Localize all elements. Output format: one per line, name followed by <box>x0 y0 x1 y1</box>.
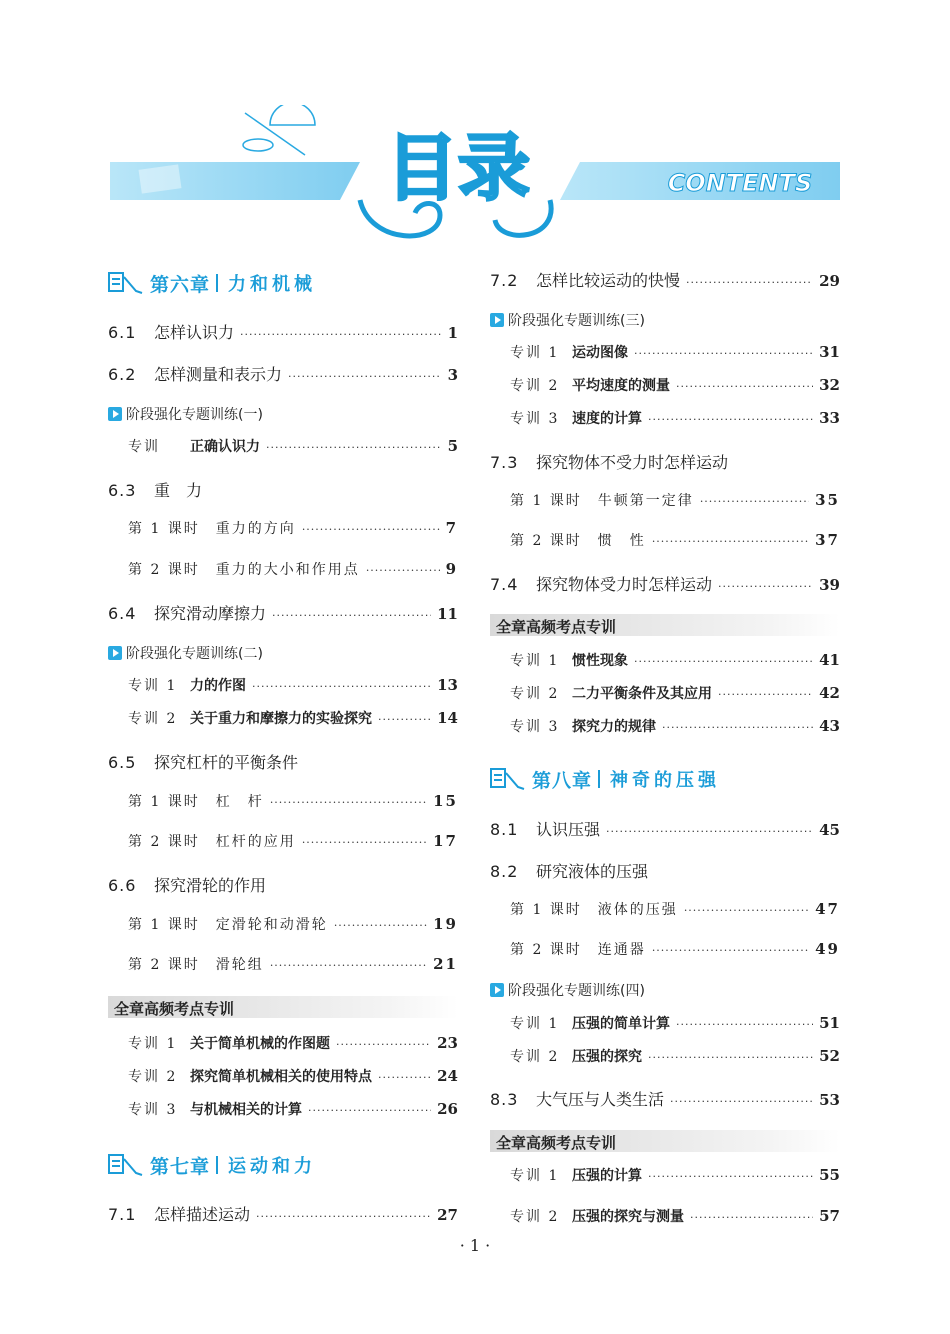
toc-entry[interactable]: 6.1 怎样认识力 ····· 1 <box>108 320 458 343</box>
toc-entry[interactable]: 7.2 怎样比较运动的快慢 ····· 29 <box>490 268 840 291</box>
play-icon <box>490 313 504 327</box>
toc-section[interactable]: 8.2 研究液体的压强 <box>490 862 649 881</box>
book-icon <box>108 271 144 295</box>
book-icon <box>108 1153 144 1177</box>
toc-entry[interactable]: 第 1 课时 液体的压强 ····· 47 <box>490 899 840 919</box>
stage-training-heading: 阶段强化专题训练(一) <box>108 404 458 424</box>
toc-entry[interactable]: 第 1 课时 重力的方向 ····· 7 <box>108 518 458 538</box>
chapter-title: 力和机械 <box>228 274 317 295</box>
chapter-heading <box>108 268 458 298</box>
toc-entry[interactable]: 专训 2 平均速度的测量 ····· 32 <box>490 375 840 395</box>
toc-entry[interactable]: 专训 1 力的作图 ····· 13 <box>108 675 458 695</box>
toc-entry[interactable]: 8.1 认识压强 ····· 45 <box>490 817 840 840</box>
chapter-label: 第七章 <box>150 1155 211 1178</box>
toc-entry[interactable]: 专训 2 压强的探究 ····· 52 <box>490 1046 840 1066</box>
toc-entry[interactable]: 专训 2 压强的探究与测量 ····· 57 <box>490 1206 840 1226</box>
play-icon <box>108 407 122 421</box>
toc-entry[interactable]: 专训 1 压强的简单计算 ····· 51 <box>490 1013 840 1033</box>
chapter-label: 第八章 <box>532 769 593 792</box>
book-icon <box>490 767 526 791</box>
chapter-heading <box>490 764 840 794</box>
chapter-label: 第六章 <box>150 273 211 296</box>
toc-entry[interactable]: 专训 1 压强的计算 ····· 55 <box>490 1165 840 1185</box>
chapter-title: 神奇的压强 <box>610 770 721 791</box>
stage-training-heading: 阶段强化专题训练(四) <box>490 980 840 1000</box>
toc-entry[interactable]: 第 2 课时 杠杆的应用 ····· 17 <box>108 831 458 851</box>
toc-entry[interactable]: 专训 2 关于重力和摩擦力的实验探究 ····· 14 <box>108 708 458 728</box>
chapter-review-heading: 全章高频考点专训 <box>490 1130 840 1152</box>
toc-entry[interactable]: 专训 正确认识力 ····· 5 <box>108 436 458 456</box>
toc-section[interactable]: 6.3 重 力 <box>108 481 203 500</box>
stage-training-heading: 阶段强化专题训练(三) <box>490 310 840 330</box>
play-icon <box>108 646 122 660</box>
page-number: · 1 · <box>459 1236 491 1255</box>
toc-entry[interactable]: 第 2 课时 重力的大小和作用点 ····· 9 <box>108 559 458 579</box>
toc-section[interactable]: 7.3 探究物体不受力时怎样运动 <box>490 453 729 472</box>
toc-entry[interactable]: 第 1 课时 牛顿第一定律 ····· 35 <box>490 490 840 510</box>
toc-entry[interactable]: 专训 2 二力平衡条件及其应用 ····· 42 <box>490 683 840 703</box>
toc-entry[interactable]: 7.4 探究物体受力时怎样运动 ····· 39 <box>490 572 840 595</box>
toc-entry[interactable]: 专训 3 探究力的规律 ····· 43 <box>490 716 840 736</box>
toc-entry[interactable]: 第 1 课时 定滑轮和动滑轮 ····· 19 <box>108 914 458 934</box>
play-icon <box>490 983 504 997</box>
toc-entry[interactable]: 8.3 大气压与人类生活 ····· 53 <box>490 1087 840 1110</box>
contents-subtitle: CONTENTS <box>667 169 813 197</box>
stage-training-heading: 阶段强化专题训练(二) <box>108 643 458 663</box>
toc-entry[interactable]: 7.1 怎样描述运动 ····· 27 <box>108 1202 458 1225</box>
toc-entry[interactable]: 6.4 探究滑动摩擦力 ····· 11 <box>108 601 458 624</box>
toc-entry[interactable]: 第 2 课时 惯 性 ····· 37 <box>490 530 840 550</box>
chapter-review-heading: 全章高频考点专训 <box>108 996 458 1018</box>
toc-entry[interactable]: 专训 1 运动图像 ····· 31 <box>490 342 840 362</box>
toc-entry[interactable]: 专训 1 惯性现象 ····· 41 <box>490 650 840 670</box>
chapter-review-heading: 全章高频考点专训 <box>490 614 840 636</box>
toc-entry[interactable]: 专训 3 与机械相关的计算 ····· 26 <box>108 1099 458 1119</box>
toc-entry[interactable]: 专训 3 速度的计算 ····· 33 <box>490 408 840 428</box>
toc-entry[interactable]: 第 2 课时 连通器 ····· 49 <box>490 939 840 959</box>
toc-section[interactable]: 6.5 探究杠杆的平衡条件 <box>108 753 299 772</box>
chapter-title: 运动和力 <box>228 1156 317 1177</box>
toc-entry[interactable]: 专训 1 关于简单机械的作图题 ····· 23 <box>108 1033 458 1053</box>
toc-entry[interactable]: 第 1 课时 杠 杆 ····· 15 <box>108 791 458 811</box>
chapter-heading <box>108 1150 458 1180</box>
contents-title: 目录 <box>385 126 531 210</box>
toc-entry[interactable]: 第 2 课时 滑轮组 ····· 21 <box>108 954 458 974</box>
toc-section[interactable]: 6.6 探究滑轮的作用 <box>108 876 267 895</box>
toc-entry[interactable]: 6.2 怎样测量和表示力 ····· 3 <box>108 362 458 385</box>
toc-entry[interactable]: 专训 2 探究简单机械相关的使用特点 ····· 24 <box>108 1066 458 1086</box>
contents-banner <box>110 105 840 255</box>
